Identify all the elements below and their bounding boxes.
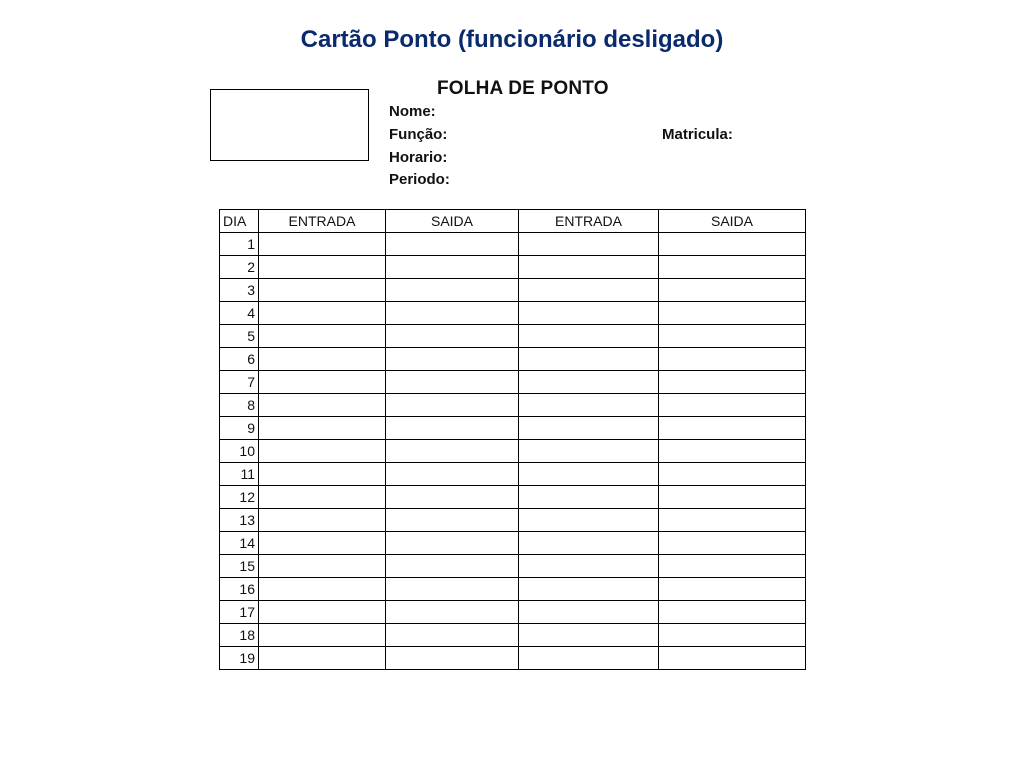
- saida-2-cell[interactable]: [659, 325, 806, 348]
- saida-2-cell[interactable]: [659, 624, 806, 647]
- saida-2-cell[interactable]: [659, 371, 806, 394]
- saida-2-cell[interactable]: [659, 440, 806, 463]
- header-entrada-2: ENTRADA: [519, 210, 659, 233]
- entrada-2-cell[interactable]: [519, 463, 659, 486]
- table-row: [220, 555, 806, 578]
- entrada-2-cell[interactable]: [519, 509, 659, 532]
- day-number-cell: 8: [220, 394, 259, 417]
- saida-2-cell[interactable]: [659, 256, 806, 279]
- table-row: [220, 463, 806, 486]
- table-row: [220, 647, 806, 670]
- saida-1-cell[interactable]: [386, 348, 519, 371]
- entrada-1-cell[interactable]: [259, 555, 386, 578]
- saida-2-cell[interactable]: [659, 279, 806, 302]
- saida-2-cell[interactable]: [659, 348, 806, 371]
- entrada-2-cell[interactable]: [519, 647, 659, 670]
- saida-1-cell[interactable]: [386, 256, 519, 279]
- saida-1-cell[interactable]: [386, 279, 519, 302]
- header-saida-2: SAIDA: [659, 210, 806, 233]
- day-number-cell: 16: [220, 578, 259, 601]
- day-number-cell: 6: [220, 348, 259, 371]
- entrada-1-cell[interactable]: [259, 647, 386, 670]
- day-number-cell: 1: [220, 233, 259, 256]
- entrada-1-cell[interactable]: [259, 624, 386, 647]
- entrada-1-cell[interactable]: [259, 532, 386, 555]
- field-horario-label: Horario:: [389, 149, 448, 166]
- day-number-cell: 17: [220, 601, 259, 624]
- header-saida-1: SAIDA: [386, 210, 519, 233]
- entrada-2-cell[interactable]: [519, 371, 659, 394]
- day-number-cell: 5: [220, 325, 259, 348]
- photo-box: [210, 89, 369, 161]
- saida-2-cell[interactable]: [659, 555, 806, 578]
- field-matricula-label: Matricula:: [662, 126, 733, 143]
- table-row: [220, 394, 806, 417]
- entrada-2-cell[interactable]: [519, 578, 659, 601]
- entrada-1-cell[interactable]: [259, 486, 386, 509]
- entrada-2-cell[interactable]: [519, 348, 659, 371]
- saida-1-cell[interactable]: [386, 394, 519, 417]
- saida-1-cell[interactable]: [386, 440, 519, 463]
- saida-2-cell[interactable]: [659, 463, 806, 486]
- table-row: [220, 486, 806, 509]
- table-row: [220, 233, 806, 256]
- field-funcao-label: Função:: [389, 126, 448, 143]
- entrada-2-cell[interactable]: [519, 555, 659, 578]
- entrada-1-cell[interactable]: [259, 417, 386, 440]
- entrada-1-cell[interactable]: [259, 256, 386, 279]
- entrada-1-cell[interactable]: [259, 279, 386, 302]
- entrada-2-cell[interactable]: [519, 532, 659, 555]
- day-number-cell: 7: [220, 371, 259, 394]
- table-row: [220, 302, 806, 325]
- saida-2-cell[interactable]: [659, 532, 806, 555]
- day-number-cell: 11: [220, 463, 259, 486]
- slide-title: Cartão Ponto (funcionário desligado): [300, 26, 724, 53]
- day-number-cell: 10: [220, 440, 259, 463]
- saida-1-cell[interactable]: [386, 302, 519, 325]
- saida-1-cell[interactable]: [386, 555, 519, 578]
- saida-2-cell[interactable]: [659, 578, 806, 601]
- day-number-cell: 14: [220, 532, 259, 555]
- saida-2-cell[interactable]: [659, 417, 806, 440]
- day-number-cell: 19: [220, 647, 259, 670]
- entrada-1-cell[interactable]: [259, 325, 386, 348]
- saida-1-cell[interactable]: [386, 624, 519, 647]
- table-row: [220, 371, 806, 394]
- entrada-1-cell[interactable]: [259, 578, 386, 601]
- entrada-1-cell[interactable]: [259, 509, 386, 532]
- table-row: [220, 532, 806, 555]
- saida-1-cell[interactable]: [386, 233, 519, 256]
- entrada-2-cell[interactable]: [519, 256, 659, 279]
- day-number-cell: 12: [220, 486, 259, 509]
- entrada-2-cell[interactable]: [519, 440, 659, 463]
- field-periodo-label: Periodo:: [389, 171, 450, 188]
- day-number-cell: 2: [220, 256, 259, 279]
- table-row: [220, 509, 806, 532]
- entrada-2-cell[interactable]: [519, 302, 659, 325]
- day-number-cell: 13: [220, 509, 259, 532]
- entrada-1-cell[interactable]: [259, 440, 386, 463]
- timesheet-table-wrapper: [219, 209, 806, 692]
- day-number-cell: 4: [220, 302, 259, 325]
- entrada-2-cell[interactable]: [519, 394, 659, 417]
- day-number-cell: 9: [220, 417, 259, 440]
- table-row: [220, 325, 806, 348]
- saida-1-cell[interactable]: [386, 486, 519, 509]
- saida-2-cell[interactable]: [659, 394, 806, 417]
- saida-2-cell[interactable]: [659, 601, 806, 624]
- saida-1-cell[interactable]: [386, 509, 519, 532]
- entrada-1-cell[interactable]: [259, 601, 386, 624]
- saida-1-cell[interactable]: [386, 647, 519, 670]
- saida-1-cell[interactable]: [386, 578, 519, 601]
- entrada-1-cell[interactable]: [259, 463, 386, 486]
- saida-1-cell[interactable]: [386, 532, 519, 555]
- table-row: [220, 279, 806, 302]
- table-row: [220, 578, 806, 601]
- entrada-2-cell[interactable]: [519, 601, 659, 624]
- saida-1-cell[interactable]: [386, 601, 519, 624]
- saida-2-cell[interactable]: [659, 233, 806, 256]
- entrada-2-cell[interactable]: [519, 325, 659, 348]
- table-body: [220, 233, 806, 670]
- entrada-2-cell[interactable]: [519, 279, 659, 302]
- entrada-1-cell[interactable]: [259, 233, 386, 256]
- saida-1-cell[interactable]: [386, 325, 519, 348]
- field-nome-label: Nome:: [389, 103, 436, 120]
- header-entrada-1: ENTRADA: [259, 210, 386, 233]
- saida-1-cell[interactable]: [386, 417, 519, 440]
- table-header-row: [220, 210, 806, 233]
- entrada-1-cell[interactable]: [259, 371, 386, 394]
- table-row: [220, 601, 806, 624]
- saida-2-cell[interactable]: [659, 647, 806, 670]
- entrada-1-cell[interactable]: [259, 302, 386, 325]
- saida-1-cell[interactable]: [386, 463, 519, 486]
- entrada-2-cell[interactable]: [519, 486, 659, 509]
- entrada-2-cell[interactable]: [519, 417, 659, 440]
- table-row: [220, 348, 806, 371]
- saida-2-cell[interactable]: [659, 302, 806, 325]
- table-row: [220, 417, 806, 440]
- table-row: [220, 256, 806, 279]
- entrada-1-cell[interactable]: [259, 394, 386, 417]
- sheet-title: FOLHA DE PONTO: [437, 78, 609, 99]
- day-number-cell: 15: [220, 555, 259, 578]
- table-row: [220, 624, 806, 647]
- table-row: [220, 440, 806, 463]
- entrada-1-cell[interactable]: [259, 348, 386, 371]
- saida-2-cell[interactable]: [659, 509, 806, 532]
- saida-2-cell[interactable]: [659, 486, 806, 509]
- header-dia: DIA: [220, 210, 259, 233]
- day-number-cell: 18: [220, 624, 259, 647]
- day-number-cell: 3: [220, 279, 259, 302]
- entrada-2-cell[interactable]: [519, 624, 659, 647]
- entrada-2-cell[interactable]: [519, 233, 659, 256]
- saida-1-cell[interactable]: [386, 371, 519, 394]
- timesheet-table: [219, 209, 806, 670]
